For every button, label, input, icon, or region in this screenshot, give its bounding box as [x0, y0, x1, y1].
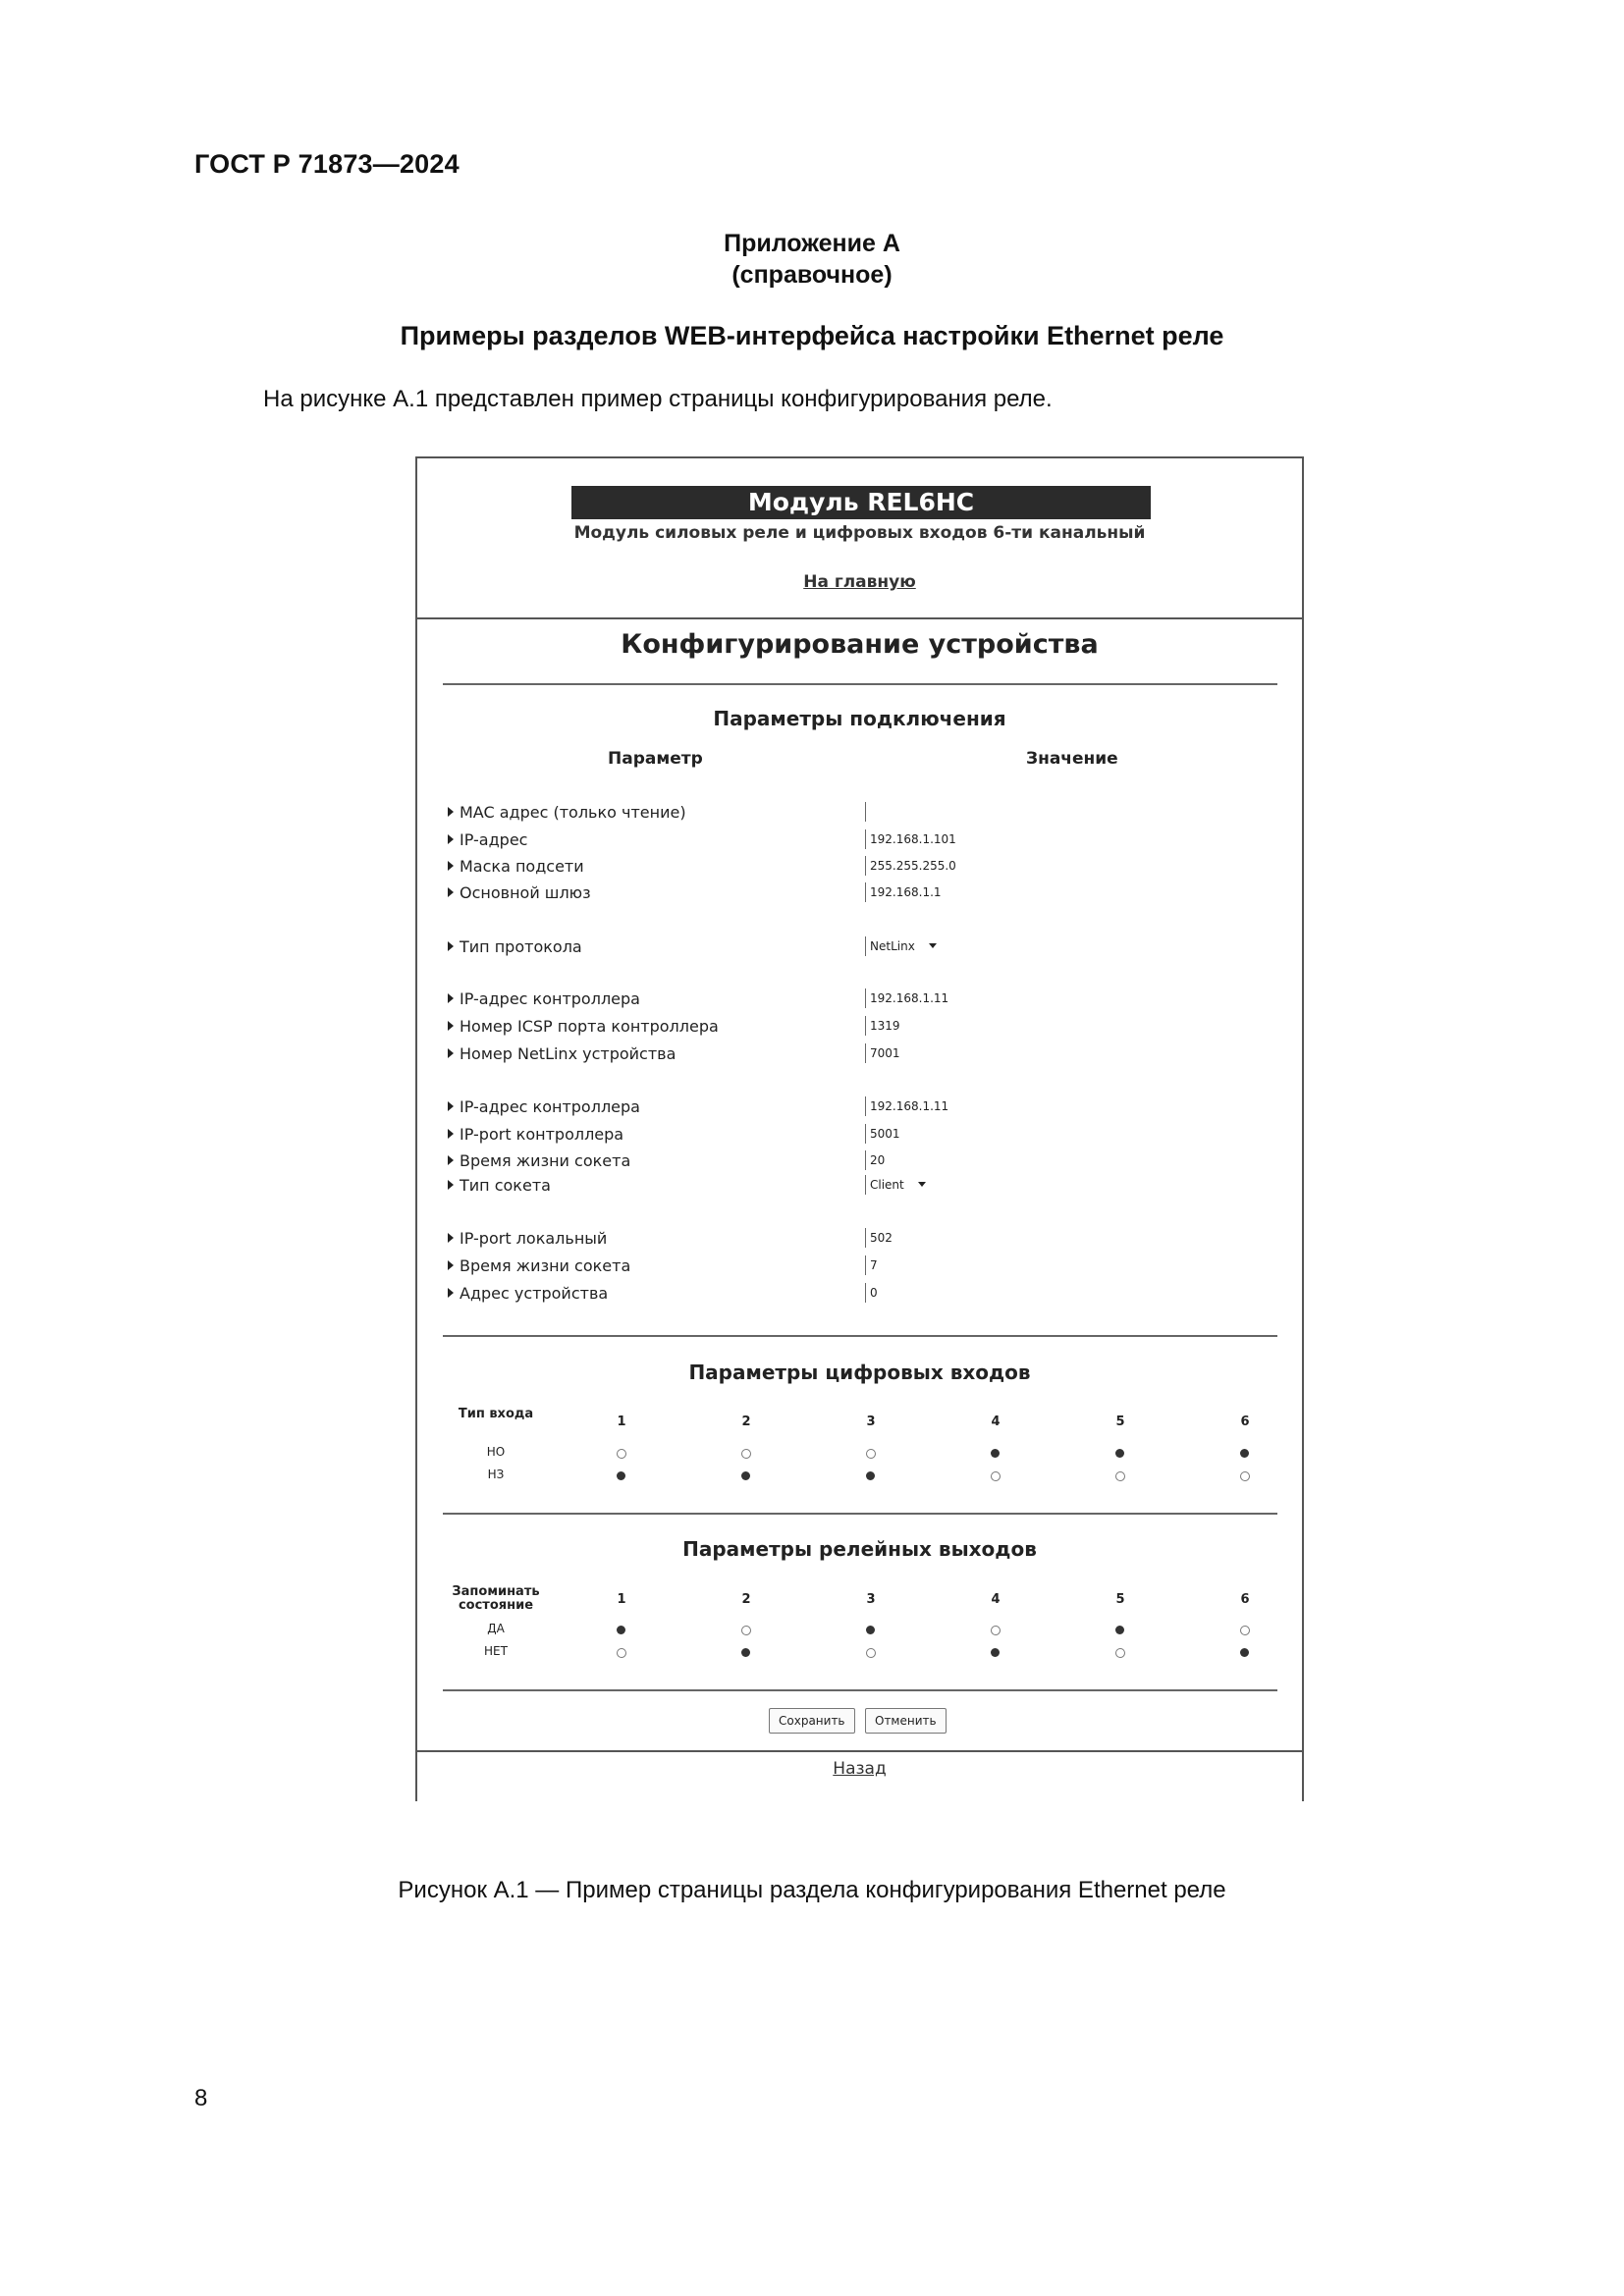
- param-label: [448, 1017, 719, 1036]
- param-input[interactable]: [865, 1016, 900, 1036]
- input-type-row-label: НО: [486, 1445, 506, 1459]
- param-label-text: Тип протокола: [460, 937, 582, 956]
- param-label-text: IP-port локальный: [460, 1229, 608, 1248]
- radio-button[interactable]: [741, 1626, 751, 1635]
- param-label-text: IP-адрес: [460, 830, 528, 849]
- param-label: [448, 937, 582, 956]
- radio-button[interactable]: [1115, 1449, 1124, 1458]
- param-select[interactable]: [865, 1175, 926, 1195]
- param-value-text: 255.255.255.0: [870, 859, 956, 873]
- param-input[interactable]: [865, 1255, 878, 1275]
- param-value-text: 192.168.1.11: [870, 1099, 949, 1113]
- param-value-text: 7001: [870, 1046, 900, 1060]
- radio-button[interactable]: [741, 1648, 750, 1657]
- param-value-text: 1319: [870, 1019, 900, 1033]
- channel-number: 1: [617, 1415, 626, 1429]
- param-label-text: IP-адрес контроллера: [460, 1097, 640, 1116]
- page-header: [417, 458, 1302, 619]
- divider: [443, 1335, 1277, 1337]
- param-input[interactable]: [865, 882, 942, 902]
- document-header: ГОСТ Р 71873—2024: [194, 149, 460, 179]
- param-label: [448, 857, 584, 876]
- param-value-text: 20: [870, 1153, 886, 1167]
- param-input[interactable]: [865, 802, 870, 822]
- module-banner: Модуль REL6HC: [571, 486, 1151, 519]
- bullet-arrow-icon: [448, 861, 454, 871]
- back-link[interactable]: Назад: [833, 1759, 887, 1779]
- radio-button[interactable]: [617, 1471, 625, 1480]
- column-header-param: Параметр: [608, 749, 703, 769]
- config-page-screenshot: [415, 456, 1304, 1801]
- channel-number: 5: [1115, 1415, 1125, 1429]
- bullet-arrow-icon: [448, 993, 454, 1003]
- param-label-text: Тип сокета: [460, 1176, 551, 1195]
- radio-button[interactable]: [866, 1449, 876, 1459]
- section-title: Примеры разделов WEB-интерфейса настройки Ethernet реле: [400, 321, 1224, 350]
- bullet-arrow-icon: [448, 1101, 454, 1111]
- radio-button[interactable]: [1240, 1648, 1249, 1657]
- radio-button[interactable]: [617, 1449, 626, 1459]
- home-link[interactable]: На главную: [803, 572, 916, 592]
- param-label: [448, 989, 640, 1008]
- param-label-text: Время жизни сокета: [460, 1151, 631, 1170]
- radio-button[interactable]: [741, 1471, 750, 1480]
- inputs-type-header: Тип входа: [458, 1407, 534, 1421]
- param-value-text: NetLinx: [870, 939, 915, 953]
- connection-section-title: Параметры подключения: [713, 707, 1006, 730]
- channel-number: 3: [866, 1415, 876, 1429]
- column-header-value: Значение: [1026, 749, 1118, 769]
- radio-button[interactable]: [1240, 1449, 1249, 1458]
- param-label: [448, 1176, 551, 1195]
- param-label-text: Номер NetLinx устройства: [460, 1044, 677, 1063]
- param-input[interactable]: [865, 1124, 900, 1144]
- appendix-title: Приложение А: [724, 230, 900, 257]
- param-value-text: 7: [870, 1258, 878, 1272]
- param-label-text: IP-port контроллера: [460, 1125, 624, 1144]
- bullet-arrow-icon: [448, 1233, 454, 1243]
- radio-button[interactable]: [991, 1471, 1001, 1481]
- figure-caption: Рисунок А.1 — Пример страницы раздела конфигурирования Ethernet реле: [398, 1877, 1226, 1903]
- page-number: 8: [194, 2085, 208, 2111]
- param-select[interactable]: [865, 936, 937, 956]
- channel-number: 2: [741, 1415, 751, 1429]
- radio-button[interactable]: [1115, 1471, 1125, 1481]
- radio-button[interactable]: [991, 1648, 1000, 1657]
- radio-button[interactable]: [1240, 1626, 1250, 1635]
- param-input[interactable]: [865, 1096, 948, 1116]
- param-value-text: 192.168.1.11: [870, 991, 949, 1005]
- param-input[interactable]: [865, 856, 956, 876]
- param-label: [448, 1151, 630, 1170]
- param-value-text: 192.168.1.101: [870, 832, 956, 846]
- channel-number: 6: [1240, 1592, 1250, 1607]
- radio-button[interactable]: [866, 1648, 876, 1658]
- param-input[interactable]: [865, 1043, 900, 1063]
- bullet-arrow-icon: [448, 834, 454, 844]
- radio-button[interactable]: [866, 1471, 875, 1480]
- param-input[interactable]: [865, 1228, 893, 1248]
- param-label: [448, 1125, 623, 1144]
- param-value-text: Client: [870, 1178, 904, 1192]
- param-label: [448, 1284, 608, 1303]
- remember-state-row-label: НЕТ: [484, 1644, 508, 1658]
- param-label-text: Номер ICSP порта контроллера: [460, 1017, 719, 1036]
- remember-state-row-label: ДА: [487, 1622, 505, 1635]
- bullet-arrow-icon: [448, 1260, 454, 1270]
- appendix-note: (справочное): [731, 261, 893, 289]
- bullet-arrow-icon: [448, 941, 454, 951]
- channel-number: 5: [1115, 1592, 1125, 1607]
- page-title: Конфигурирование устройства: [621, 629, 1099, 660]
- chevron-down-icon: [929, 943, 937, 948]
- bullet-arrow-icon: [448, 1021, 454, 1031]
- param-label: [448, 1256, 630, 1275]
- param-value-text: 502: [870, 1231, 893, 1245]
- bullet-arrow-icon: [448, 1288, 454, 1298]
- param-input[interactable]: [865, 1150, 885, 1170]
- divider: [443, 1689, 1277, 1691]
- outputs-section-title: Параметры релейных выходов: [682, 1537, 1037, 1561]
- bullet-arrow-icon: [448, 1180, 454, 1190]
- save-button[interactable]: Сохранить: [769, 1708, 855, 1734]
- radio-button[interactable]: [1240, 1471, 1250, 1481]
- bullet-arrow-icon: [448, 1155, 454, 1165]
- bullet-arrow-icon: [448, 1129, 454, 1139]
- param-input[interactable]: [865, 988, 948, 1008]
- param-label-text: Маска подсети: [460, 857, 584, 876]
- param-label-text: MAC адрес (только чтение): [460, 803, 686, 822]
- channel-number: 6: [1240, 1415, 1250, 1429]
- radio-button[interactable]: [991, 1449, 1000, 1458]
- param-value-text: 0: [870, 1286, 878, 1300]
- channel-number: 1: [617, 1592, 626, 1607]
- param-label: [448, 883, 591, 902]
- param-label: [448, 830, 527, 849]
- param-input[interactable]: [865, 1283, 878, 1303]
- page-footer-divider: [417, 1750, 1302, 1752]
- chevron-down-icon: [918, 1182, 926, 1187]
- param-label: [448, 1229, 607, 1248]
- radio-button[interactable]: [741, 1449, 751, 1459]
- divider: [443, 1513, 1277, 1515]
- intro-paragraph: На рисунке А.1 представлен пример страницы конфигурирования реле.: [263, 386, 1053, 412]
- radio-button[interactable]: [866, 1626, 875, 1634]
- channel-number: 4: [991, 1415, 1001, 1429]
- inputs-section-title: Параметры цифровых входов: [688, 1361, 1031, 1384]
- module-subtitle: Модуль силовых реле и цифровых входов 6-ти канальный: [573, 523, 1146, 543]
- bullet-arrow-icon: [448, 807, 454, 817]
- radio-button[interactable]: [1115, 1648, 1125, 1658]
- channel-number: 4: [991, 1592, 1001, 1607]
- bullet-arrow-icon: [448, 1048, 454, 1058]
- param-input[interactable]: [865, 829, 956, 849]
- param-value-text: 5001: [870, 1127, 900, 1141]
- radio-button[interactable]: [617, 1648, 626, 1658]
- param-label-text: Время жизни сокета: [460, 1256, 631, 1275]
- param-value-text: 192.168.1.1: [870, 885, 942, 899]
- divider: [443, 683, 1277, 685]
- cancel-button[interactable]: Отменить: [865, 1708, 947, 1734]
- appendix-heading: [0, 228, 1624, 291]
- outputs-remember-header: Запоминать состояние: [452, 1584, 540, 1613]
- param-label: [448, 1044, 676, 1063]
- channel-number: 3: [866, 1592, 876, 1607]
- radio-button[interactable]: [1115, 1626, 1124, 1634]
- param-label-text: IP-адрес контроллера: [460, 989, 640, 1008]
- param-label-text: Основной шлюз: [460, 883, 591, 902]
- radio-button[interactable]: [617, 1626, 625, 1634]
- channel-number: 2: [741, 1592, 751, 1607]
- param-label-text: Адрес устройства: [460, 1284, 609, 1303]
- radio-button[interactable]: [991, 1626, 1001, 1635]
- input-type-row-label: НЗ: [487, 1468, 505, 1481]
- bullet-arrow-icon: [448, 887, 454, 897]
- param-label: [448, 803, 686, 822]
- param-label: [448, 1097, 640, 1116]
